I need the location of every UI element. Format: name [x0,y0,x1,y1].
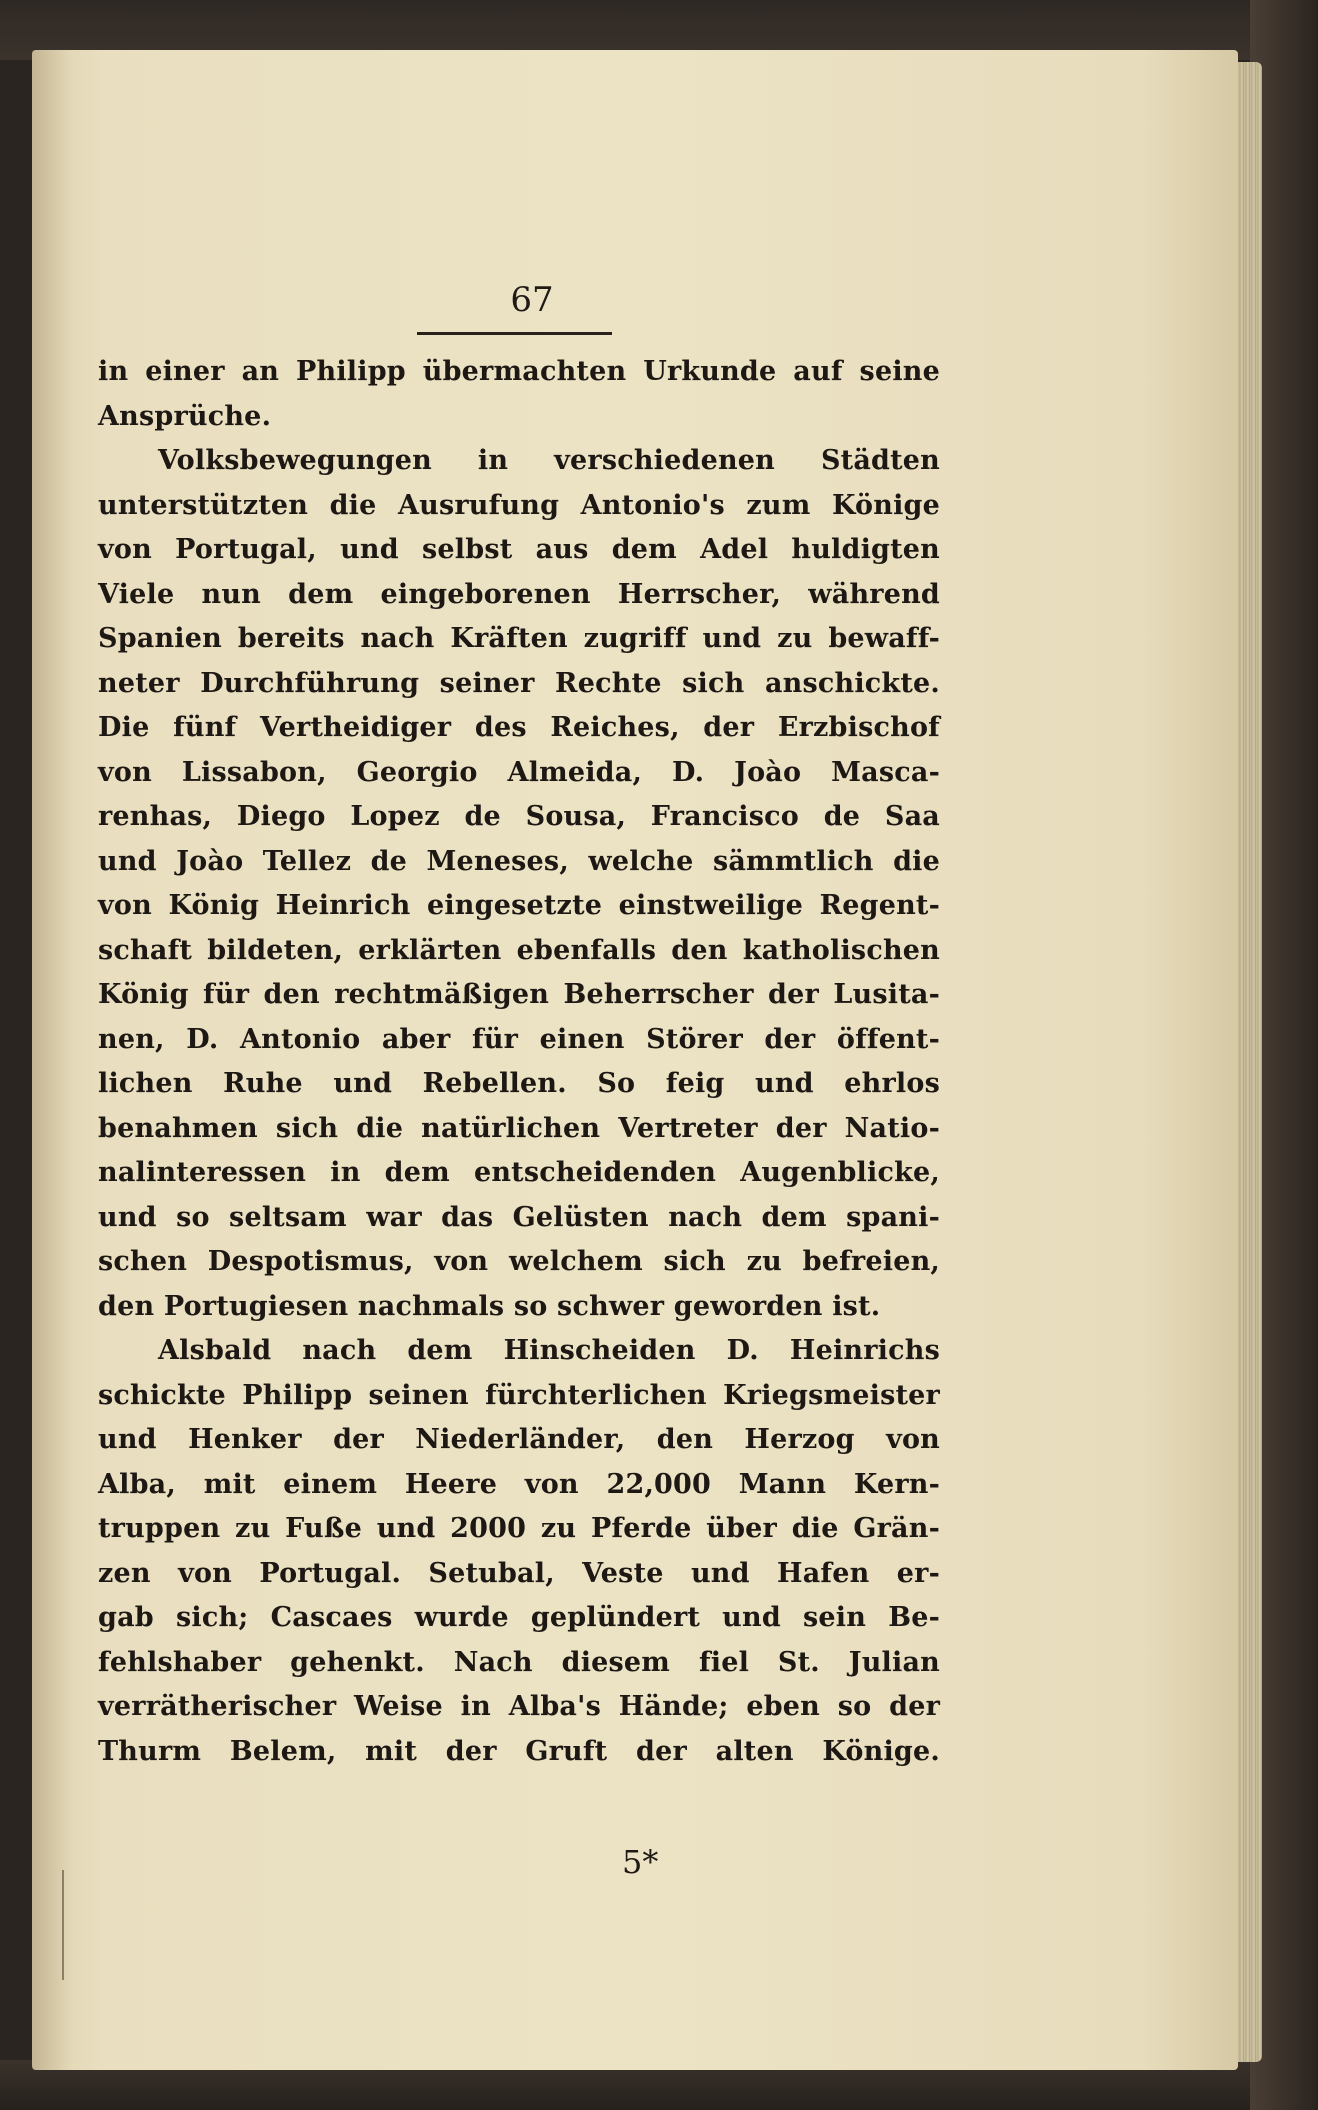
text-line: den Portugiesen nachmals so schwer geworden ist. [98,1290,881,1322]
text-line: nen, D. Antonio aber für einen Störer der öffent- [98,1023,940,1055]
text-line: unterstützten die Ausrufung Antonio's zum Könige [98,489,940,521]
text-line: und so seltsam war das Gelüsten nach dem spani- [98,1201,940,1233]
text-line: und Joào Tellez de Meneses, welche sämmtlich die [98,845,940,877]
text-line: von Lissabon, Georgio Almeida, D. Joào Masca- [98,756,940,788]
text-line: Ansprüche. [98,400,272,432]
text-line: renhas, Diego Lopez de Sousa, Francisco de Saa [98,801,940,832]
text-line: verrätherischer Weise in Alba's Hände; eben so der [98,1691,940,1722]
text-line: Thurm Belem, mit der Gruft der alten Könige. [98,1735,940,1767]
text-line: gab sich; Cascaes wurde geplündert und sein Be- [98,1602,940,1633]
text-line: lichen Ruhe und Rebellen. So feig und ehrlos [98,1068,940,1099]
text-line: Alba, mit einem Heere von 22,000 Mann Kern- [98,1468,940,1500]
printer-signature: 5* [622,1843,659,1881]
text-line: neter Durchführung seiner Rechte sich anschickte. [98,667,940,699]
text-line: schaft bildeten, erklärten ebenfalls den katholischen [98,934,940,966]
gutter-mark [62,1870,64,1980]
text-line: in einer an Philipp übermachten Urkunde auf seine [98,356,940,387]
text-line: von Portugal, und selbst aus dem Adel huldigten [98,534,940,565]
text-line: schickte Philipp seinen fürchterlichen Kriegsmeister [98,1379,940,1411]
text-line: benahmen sich die natürlichen Vertreter der Natio- [98,1112,940,1144]
text-line: Volksbewegungen in verschiedenen Städten [158,445,940,476]
text-line: König für den rechtmäßigen Beherrscher der Lusita- [98,979,940,1010]
page-sheet [32,50,1238,2070]
text-line: zen von Portugal. Setubal, Veste und Hafen er- [98,1557,940,1589]
text-line: truppen zu Fuße und 2000 zu Pferde über die Grän- [98,1513,940,1544]
gutter-shadow [32,50,72,2070]
text-line: und Henker der Niederländer, den Herzog von [98,1424,940,1455]
text-line: von König Heinrich eingesetzte einstweilige Regent- [98,890,940,921]
header-rule [417,332,612,335]
text-line: Spanien bereits nach Kräften zugriff und zu bewaff- [98,623,940,654]
text-line: Viele nun dem eingeborenen Herrscher, während [98,578,940,610]
text-line: fehlshaber gehenkt. Nach diesem fiel St. Julian [98,1646,940,1678]
text-line: nalinteressen in dem entscheidenden Augenblicke, [98,1157,940,1188]
page-number: 67 [510,280,554,320]
text-line: Die fünf Vertheidiger des Reiches, der Erzbischof [98,712,940,743]
body-text [98,350,940,1774]
text-line: schen Despotismus, von welchem sich zu befreien, [98,1246,940,1277]
text-line: Alsbald nach dem Hinscheiden D. Heinrichs [158,1335,940,1366]
